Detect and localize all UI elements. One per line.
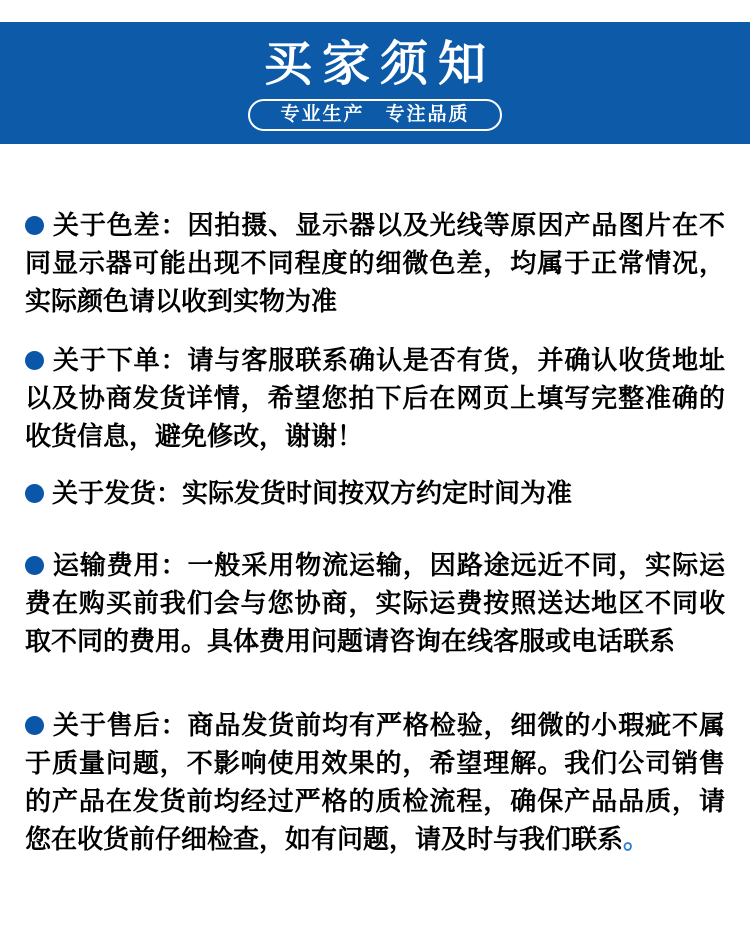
notice-freight <box>25 546 725 660</box>
tagline-text: 专业生产 专注品质 <box>280 104 470 125</box>
notice-text: 关于下单：请与客服联系确认是否有货，并确认收货地址以及协商发货详情，希望您拍下后在网页上填写完整准确的收货信息，避免修改，谢谢！ <box>25 345 725 451</box>
notice-text: 关于售后：商品发货前均有严格检验，细微的小瑕疵不属于质量问题，不影响使用效果的，希望理解。我们公司销售的产品在发货前均经过严格的质检流程，确保产品品质，请您在收货前仔细检查，如有问题，请及时与我们联系 <box>25 710 725 854</box>
top-white-strip <box>0 0 750 22</box>
tagline-pill <box>248 99 501 131</box>
bullet-dot-icon <box>25 484 44 503</box>
bullet-dot-icon <box>25 556 44 575</box>
notice-text: 关于发货：实际发货时间按双方约定时间为准 <box>52 478 573 508</box>
notice-ordering <box>25 341 725 455</box>
notice-text: 运输费用：一般采用物流运输，因路途远近不同，实际运费在购买前我们会与您协商，实际运费按照送达地区不同收取不同的费用。具体费用问题请咨询在线客服或电话联系 <box>25 550 725 656</box>
bullet-dot-icon <box>25 716 44 735</box>
notice-text: 关于色差：因拍摄、显示器以及光线等原因产品图片在不同显示器可能出现不同程度的细微色差，均属于正常情况，实际颜色请以收到实物为准 <box>25 210 725 316</box>
notice-shipping <box>25 474 725 512</box>
bullet-dot-icon <box>25 351 44 370</box>
page-title: 买家须知 <box>263 38 496 91</box>
notice-text-period: 。 <box>623 824 650 854</box>
notice-color-difference <box>25 206 725 320</box>
bullet-dot-icon <box>25 216 44 235</box>
header-banner <box>0 22 750 144</box>
notice-list <box>0 206 750 858</box>
notice-after-sales <box>25 706 725 858</box>
